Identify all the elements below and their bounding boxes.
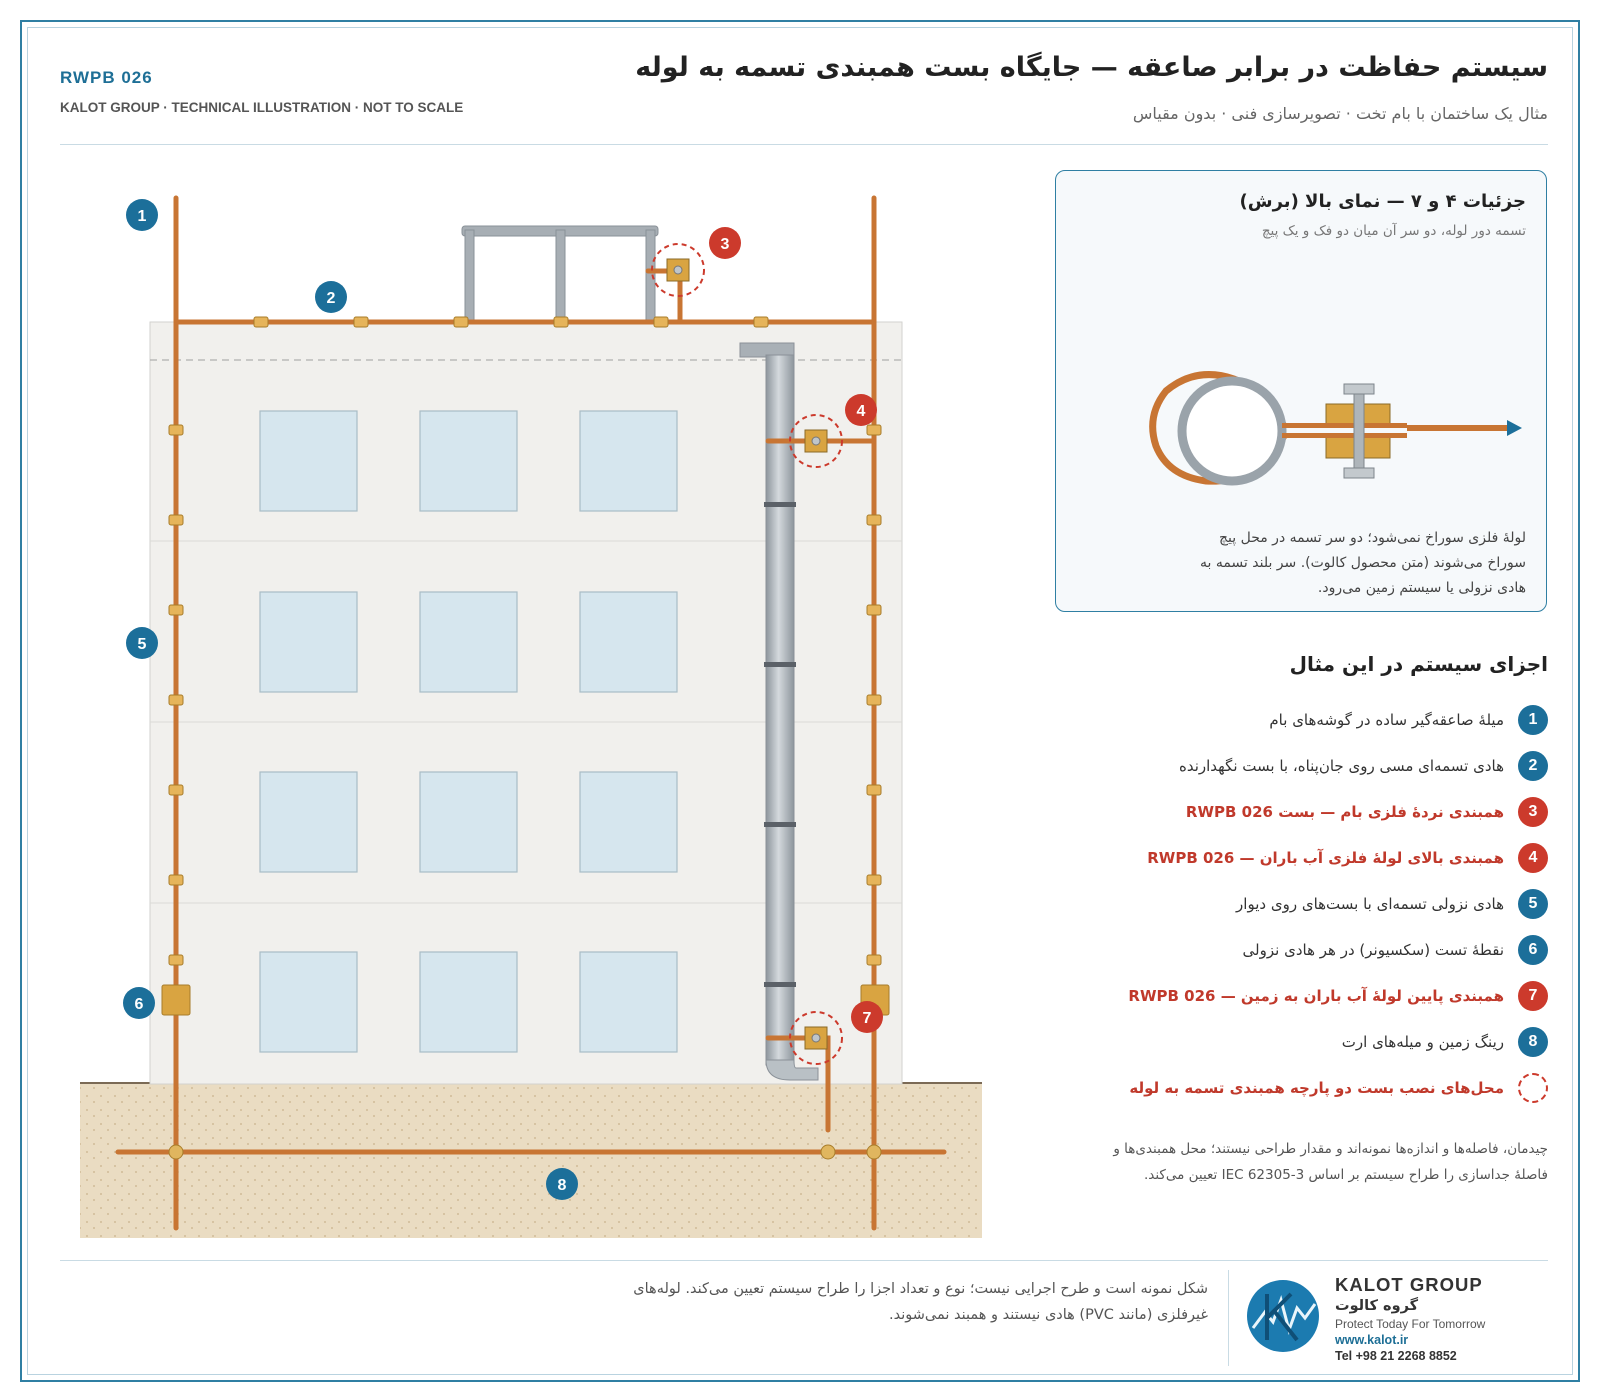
window: [260, 772, 357, 872]
marker-label: 1: [137, 208, 147, 225]
wall-clip: [169, 425, 183, 435]
wall-clip: [169, 955, 183, 965]
marker-8: [546, 1168, 578, 1200]
footer-separator: [1228, 1270, 1229, 1366]
brand-tagline: Protect Today For Tomorrow: [1335, 1317, 1486, 1331]
legend-text: محل‌های نصب بست دو پارچه همبندی تسمه به لوله: [1129, 1079, 1504, 1097]
legend-item: [1028, 933, 1548, 967]
marker-5: [126, 627, 158, 659]
marker-3: [709, 227, 741, 259]
legend-text: هادی نزولی تسمه‌ای با بست‌های روی دیوار: [1236, 895, 1504, 913]
roof-clip: [454, 317, 468, 327]
window: [260, 952, 357, 1052]
window: [420, 411, 517, 511]
pipe-joint: [764, 662, 796, 667]
legend-badge: 6: [1518, 935, 1548, 965]
marker-6: [123, 987, 155, 1019]
marker-7: [851, 1001, 883, 1033]
marker-label: 5: [137, 636, 147, 653]
window: [260, 411, 357, 511]
legend-badge: 3: [1518, 797, 1548, 827]
window: [420, 592, 517, 692]
window: [580, 772, 677, 872]
roof-clip: [654, 317, 668, 327]
legend-badge: 5: [1518, 889, 1548, 919]
marker-label: 7: [862, 1010, 872, 1027]
window: [420, 772, 517, 872]
roof-clip: [554, 317, 568, 327]
clamp-bolt: [812, 1034, 820, 1042]
window: [260, 592, 357, 692]
roof-clip: [354, 317, 368, 327]
marker-label: 4: [856, 403, 866, 420]
roof-clip: [754, 317, 768, 327]
bolt-head: [1344, 384, 1374, 394]
product-code: RWPB 026: [60, 68, 153, 87]
pipe-joint: [764, 982, 796, 987]
detail-panel: [1055, 170, 1547, 612]
ground-junction: [169, 1145, 183, 1159]
marker-label: 8: [557, 1177, 567, 1194]
legend-title: اجزای سیستم در این مثال: [1289, 652, 1548, 676]
wall-clip: [867, 605, 881, 615]
clamp-bolt: [674, 266, 682, 274]
roof-clip: [254, 317, 268, 327]
railing-post: [465, 230, 474, 323]
legend-item: [1028, 749, 1548, 783]
wall-clip: [169, 875, 183, 885]
roof-railing: [462, 226, 658, 323]
wall-clip: [867, 515, 881, 525]
wall-clip: [867, 695, 881, 705]
legend-item: [1028, 979, 1548, 1013]
brand-phone: Tel +98 21 2268 8852: [1335, 1349, 1457, 1363]
wall-clip: [867, 785, 881, 795]
legend-text: همبندی بالای لولهٔ فلزی آب باران — RWPB 026: [1147, 849, 1504, 867]
page-title: سیستم حفاظت در برابر صاعقه — جایگاه بست همبندی تسمه به لوله: [635, 52, 1548, 83]
window: [420, 952, 517, 1052]
strap-long-end: [1407, 425, 1507, 431]
legend-text: نقطهٔ تست (سکسیونر) در هر هادی نزولی: [1242, 941, 1504, 959]
brand-block: [1335, 1274, 1485, 1363]
legend-badge: 8: [1518, 1027, 1548, 1057]
strap-end: [1282, 423, 1407, 428]
wall-clip: [169, 785, 183, 795]
clamp-bolt: [812, 437, 820, 445]
marker-label: 3: [720, 236, 730, 253]
page-subtitle: مثال یک ساختمان با بام تخت · تصویرسازی فنی · بدون مقیاس: [1132, 104, 1548, 123]
soil: [80, 1082, 982, 1238]
legend-item-dashed: [1028, 1071, 1548, 1105]
wall-clip: [867, 425, 881, 435]
marker-4: [845, 394, 877, 426]
marker-1: [126, 199, 158, 231]
design-note: چیدمان، فاصله‌ها و اندازه‌ها نمونه‌اند و مقدار طراحی نیستند؛ محل همبندی‌ها و فاصلهٔ جداسازی را طراح سیستم بر اساس IEC 62305-3 تعیین می‌کند.: [1113, 1141, 1548, 1183]
legend-badge: 2: [1518, 751, 1548, 781]
brand-name-en: KALOT GROUP: [1335, 1274, 1483, 1295]
legend-item: [1028, 795, 1548, 829]
window: [580, 411, 677, 511]
brand-website-link[interactable]: www.kalot.ir: [1335, 1333, 1409, 1347]
legend-item: [1028, 841, 1548, 875]
ground-junction: [867, 1145, 881, 1159]
dashed-circle-icon: [1518, 1073, 1548, 1103]
legend-item: [1028, 703, 1548, 737]
legend-badge: 1: [1518, 705, 1548, 735]
window: [580, 592, 677, 692]
strap-end: [1282, 433, 1407, 438]
marker-label: 6: [134, 996, 144, 1013]
bottom-divider: [60, 1260, 1548, 1261]
detail-title: جزئیات ۴ و ۷ — نمای بالا (برش): [1239, 191, 1526, 212]
pipe-section: [1182, 381, 1282, 481]
pipe-joint: [764, 822, 796, 827]
rain-pipe-body: [766, 355, 794, 1065]
detail-subtitle: تسمه دور لوله، دو سر آن میان دو فک و یک پیچ: [1261, 223, 1526, 239]
clamp-bolt: [1354, 391, 1364, 471]
legend-text: همبندی نردهٔ فلزی بام — بست RWPB 026: [1185, 803, 1504, 821]
clamp-section-drawing: [1056, 321, 1548, 521]
marker-2: [315, 281, 347, 313]
legend-text: همبندی پایین لولهٔ آب باران به زمین — RWPB 026: [1128, 987, 1504, 1005]
footer-note: شکل نمونه است و طرح اجرایی نیست؛ نوع و تعداد اجزا را طراح سیستم تعیین می‌کند. لوله‌های غیرفلزی (مانند PVC) هادی نیستند و همبند نمی‌شوند.: [633, 1281, 1208, 1323]
legend-badge: 4: [1518, 843, 1548, 873]
railing-post: [556, 230, 565, 323]
detail-note: لولهٔ فلزی سوراخ نمی‌شود؛ دو سر تسمه در محل پیچ سوراخ می‌شوند (متن محصول کالوت). سر بلند تسمه به هادی نزولی یا سیستم زمین می‌رود.: [1199, 530, 1526, 596]
test-point-left: [162, 985, 190, 1015]
ground-junction: [821, 1145, 835, 1159]
wall-clip: [169, 515, 183, 525]
marker-label: 2: [326, 290, 336, 307]
bolt-nut: [1344, 468, 1374, 478]
legend-item: [1028, 887, 1548, 921]
arrow-icon: [1507, 420, 1522, 436]
wall-clip: [867, 955, 881, 965]
pipe-joint: [764, 502, 796, 507]
kalot-logo-icon: [1245, 1278, 1321, 1354]
window: [580, 952, 677, 1052]
legend-text: رینگ زمین و میله‌های ارت: [1341, 1033, 1504, 1051]
subtitle-english: KALOT GROUP · TECHNICAL ILLUSTRATION · NOT TO SCALE: [60, 100, 464, 115]
wall-clip: [169, 695, 183, 705]
legend-badge: 7: [1518, 981, 1548, 1011]
wall-clip: [867, 875, 881, 885]
legend-item: [1028, 1025, 1548, 1059]
brand-name-fa: گروه کالوت: [1335, 1298, 1419, 1314]
legend-text: هادی تسمه‌ای مسی روی جان‌پناه، با بست نگهدارنده: [1178, 757, 1504, 775]
legend-text: میلهٔ صاعقه‌گیر ساده در گوشه‌های بام: [1269, 711, 1504, 729]
wall-clip: [169, 605, 183, 615]
